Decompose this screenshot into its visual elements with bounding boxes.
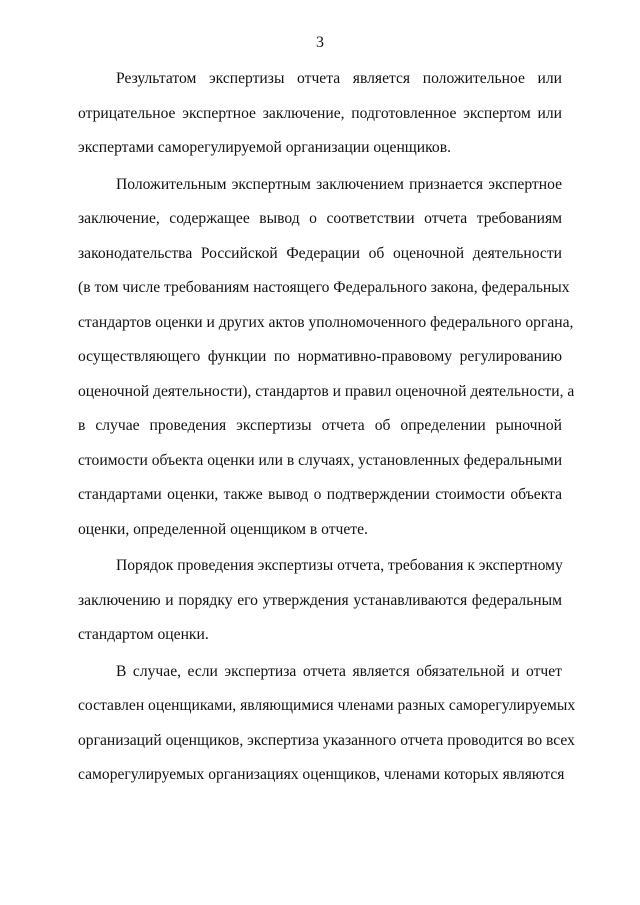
text-line: законодательства Российской Федерации об оценочной деятельности xyxy=(78,244,562,262)
text-line: Результатом экспертизы отчета является положительное или xyxy=(116,70,562,87)
text-line: Порядок проведения экспертизы отчета, требования к экспертному xyxy=(116,557,563,574)
paragraph-1 xyxy=(78,62,562,166)
text-line: оценочной деятельности), стандартов и правил оценочной деятельности, а xyxy=(78,382,575,400)
text-line: организаций оценщиков, экспертиза указанного отчета проводится во всех xyxy=(78,731,575,749)
paragraph-4 xyxy=(78,655,576,793)
text-line: (в том числе требованиям настоящего Федерального закона, федеральных xyxy=(78,279,570,296)
document-body xyxy=(78,62,576,793)
text-line: отрицательное экспертное заключение, подготовленное экспертом или xyxy=(78,104,562,122)
text-line: стандартами оценки, также вывод о подтверждении стоимости объекта xyxy=(78,486,562,503)
text-line: стандартом оценки. xyxy=(78,626,209,643)
text-line: в случае проведения экспертизы отчета об определении рыночной xyxy=(78,417,562,434)
text-line: саморегулируемых организациях оценщиков, членами которых являются xyxy=(78,766,565,783)
paragraph-3 xyxy=(78,549,562,653)
text-line: стандартов оценки и других актов уполномоченного федерального органа, xyxy=(78,313,574,331)
text-line: заключение, содержащее вывод о соответствии отчета требованиям xyxy=(78,210,562,227)
text-line: оценки, определенной оценщиком в отчете. xyxy=(78,520,368,538)
text-line: осуществляющего функции по нормативно-правовому регулированию xyxy=(78,348,562,365)
text-line: Положительным экспертным заключением признается экспертное xyxy=(116,175,562,193)
page-number: 3 xyxy=(316,34,324,51)
text-line: заключению и порядку его утверждения устанавливаются федеральным xyxy=(78,591,562,609)
paragraph-2 xyxy=(78,168,575,548)
text-line: В случае, если экспертиза отчета является обязательной и отчет xyxy=(116,662,562,680)
text-line: экспертами саморегулируемой организации оценщиков. xyxy=(78,139,451,156)
text-line: составлен оценщиками, являющимися членами разных саморегулируемых xyxy=(78,697,576,714)
text-line: стоимости объекта оценки или в случаях, установленных федеральными xyxy=(78,451,563,469)
